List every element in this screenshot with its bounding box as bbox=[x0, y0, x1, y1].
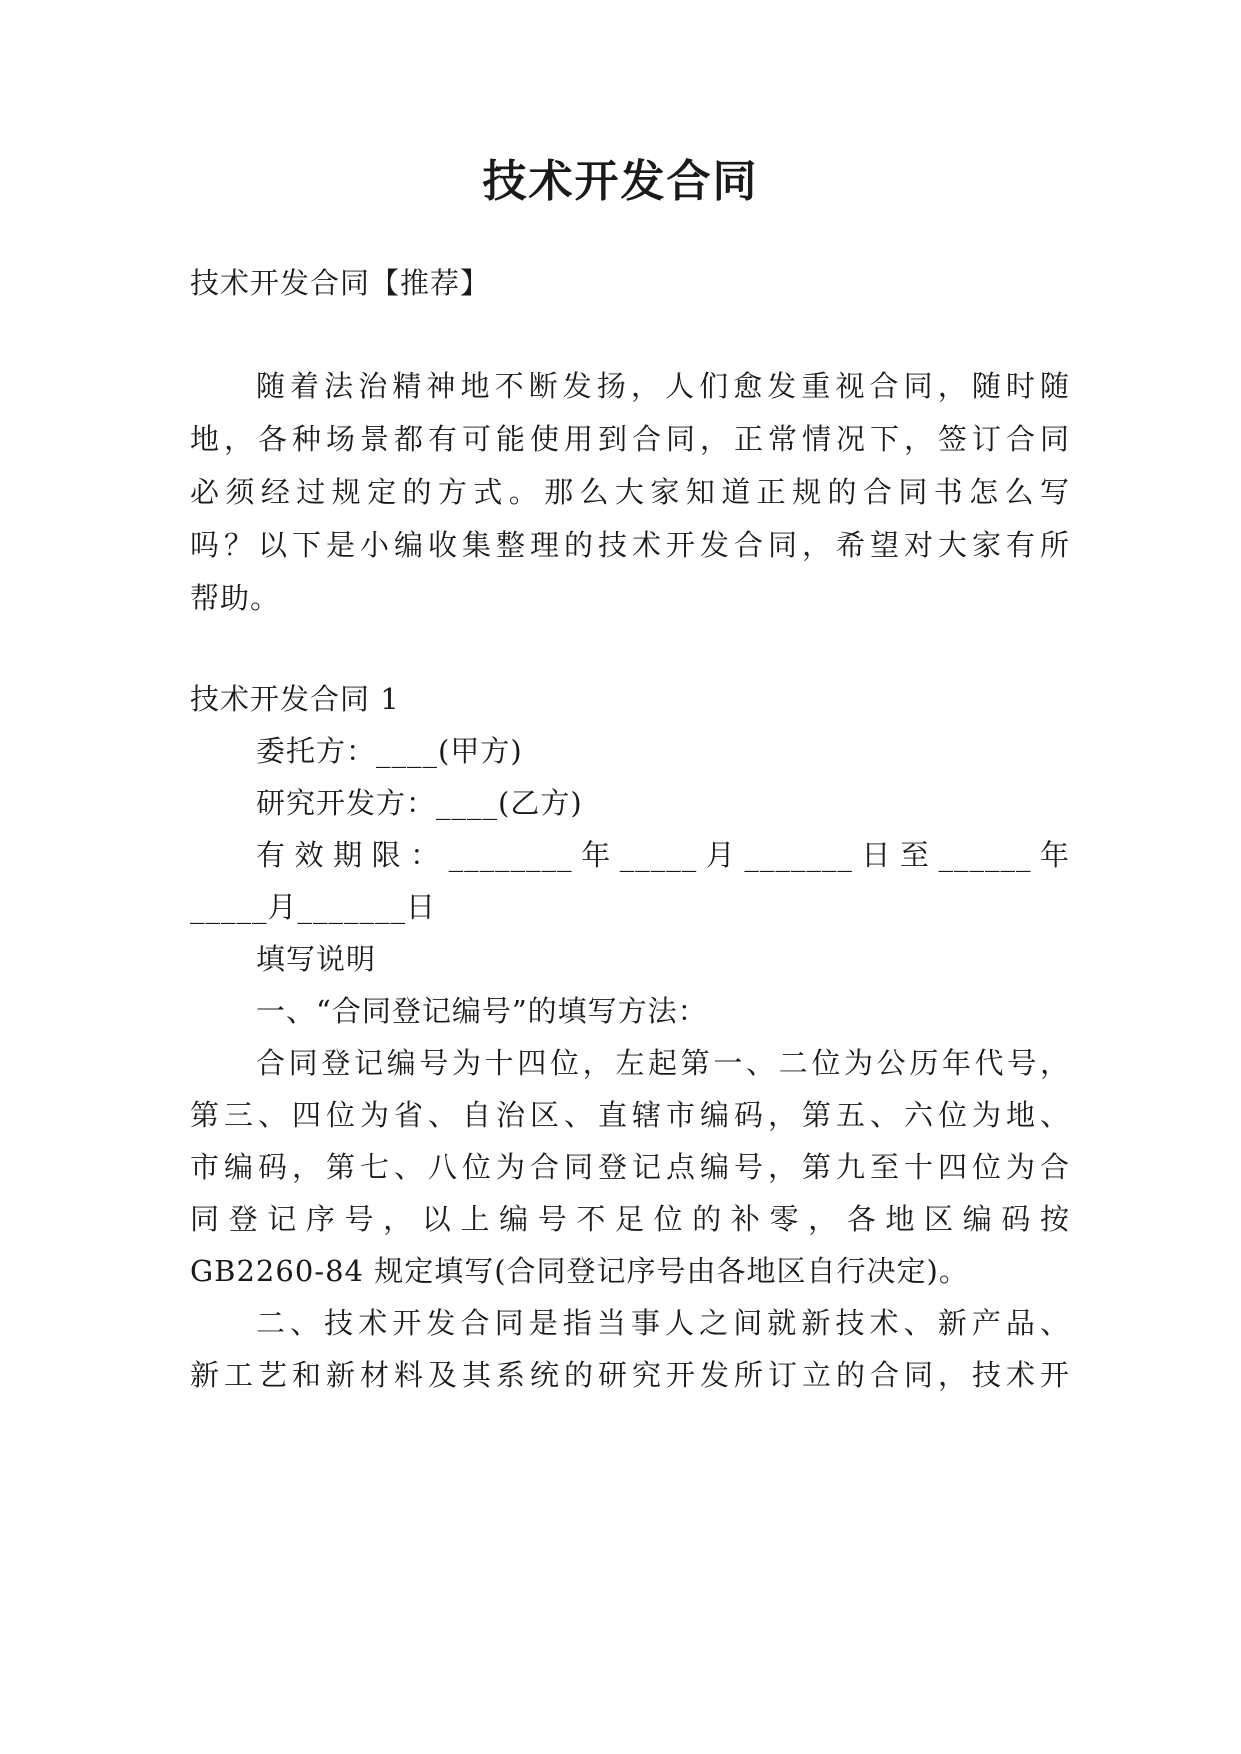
item1-line-5: GB2260-84 规定填写(合同登记序号由各地区自行决定)。 bbox=[190, 1254, 969, 1288]
item1-line-4: 同登记序号，以上编号不足位的补零，各地区编码按 bbox=[190, 1202, 1070, 1236]
item1-line-3: 市编码，第七、八位为合同登记点编号，第九至十四位为合 bbox=[190, 1150, 1070, 1184]
instructions-heading: 填写说明 bbox=[256, 942, 377, 976]
item2-line-2: 新工艺和新材料及其系统的研究开发所订立的合同，技术开 bbox=[190, 1358, 1070, 1392]
developer-field: 研究开发方：____(乙方) bbox=[256, 786, 583, 820]
item1-line-1: 合同登记编号为十四位，左起第一、二位为公历年代号， bbox=[256, 1046, 1070, 1080]
item2-line-1: 二、技术开发合同是指当事人之间就新技术、新产品、 bbox=[256, 1306, 1070, 1340]
client-field: 委托方：____(甲方) bbox=[256, 734, 523, 768]
intro-line-1: 随着法治精神地不断发扬，人们愈发重视合同，随时随 bbox=[256, 369, 1070, 403]
intro-line-5: 帮助。 bbox=[190, 581, 281, 615]
intro-line-4: 吗？以下是小编收集整理的技术开发合同，希望对大家有所 bbox=[190, 528, 1070, 562]
validity-field-line-1: 有效期限：________年_____月_______日至______年 bbox=[256, 838, 1070, 872]
document-title: 技术开发合同 bbox=[482, 156, 759, 207]
validity-field-line-2: _____月_______日 bbox=[190, 890, 437, 924]
item1-heading: 一、“合同登记编号”的填写方法： bbox=[256, 994, 708, 1028]
item1-line-2: 第三、四位为省、自治区、直辖市编码，第五、六位为地、 bbox=[190, 1098, 1070, 1132]
section-heading: 技术开发合同 1 bbox=[190, 682, 400, 716]
intro-line-2: 地，各种场景都有可能使用到合同，正常情况下，签订合同 bbox=[190, 422, 1070, 456]
document-subtitle: 技术开发合同【推荐】 bbox=[190, 266, 491, 300]
intro-line-3: 必须经过规定的方式。那么大家知道正规的合同书怎么写 bbox=[190, 475, 1070, 509]
